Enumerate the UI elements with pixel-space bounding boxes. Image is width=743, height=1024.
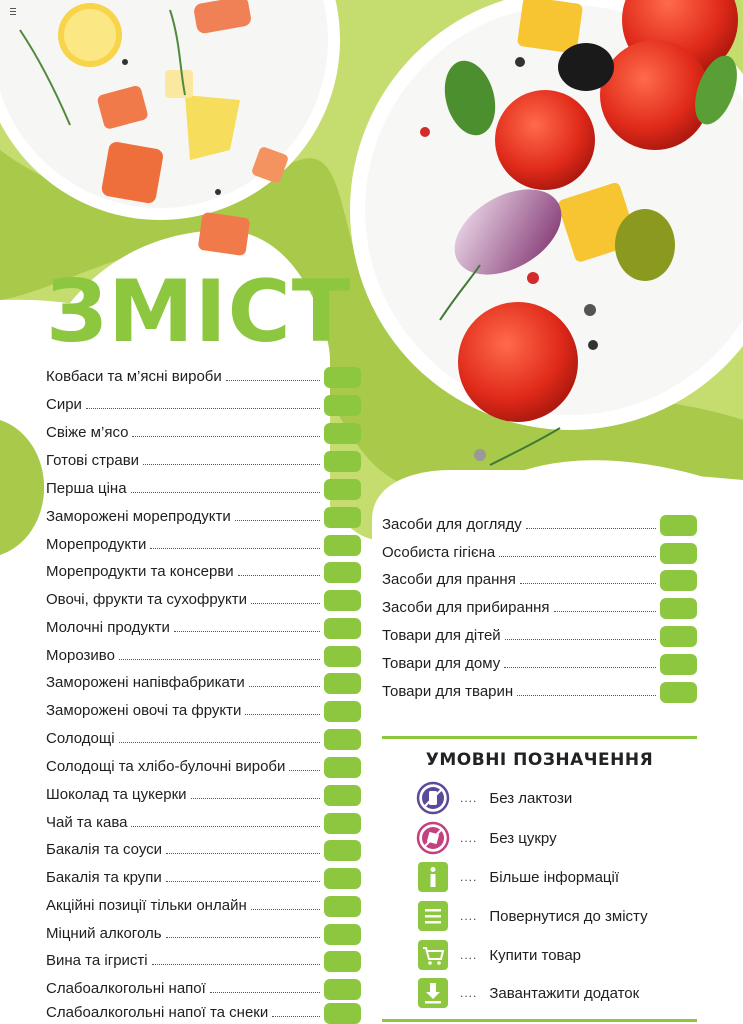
toc-item-label: Товари для дітей — [382, 627, 501, 644]
toc-page-button[interactable] — [324, 395, 361, 416]
toc-leader-dots — [86, 408, 320, 409]
toc-item[interactable] — [46, 893, 361, 917]
legend-label: Більше інформації — [489, 868, 620, 886]
toc-leader-dots — [131, 826, 320, 827]
toc-leader-dots — [554, 611, 656, 612]
toc-leader-dots — [517, 695, 656, 696]
toc-leader-dots — [150, 548, 320, 549]
toc-item[interactable] — [46, 504, 361, 528]
toc-leader-dots — [251, 603, 320, 604]
toc-item-label: Сири — [46, 396, 82, 413]
legend-dots: .... — [460, 948, 478, 962]
toc-item[interactable] — [46, 976, 361, 1000]
toc-item[interactable] — [46, 782, 361, 806]
toc-item-label: Чай та кава — [46, 814, 128, 831]
legend-item-back-to-contents — [416, 898, 648, 934]
toc-page-button[interactable] — [324, 785, 361, 806]
toc-item[interactable] — [382, 567, 697, 591]
toc-page-button[interactable] — [324, 367, 361, 388]
toc-item[interactable] — [382, 623, 697, 647]
toc-item-label: Перша ціна — [46, 480, 127, 497]
toc-item-label: Солодощі та хлібо-булочні вироби — [46, 758, 286, 775]
legend-dots: .... — [460, 831, 478, 845]
toc-item[interactable] — [46, 810, 361, 834]
legend-item-info — [416, 859, 619, 895]
toc-leader-dots — [235, 520, 320, 521]
toc-leader-dots — [166, 881, 320, 882]
toc-page-button[interactable] — [660, 543, 697, 564]
toc-item[interactable] — [46, 615, 361, 639]
toc-leader-dots — [249, 686, 320, 687]
toc-leader-dots — [226, 380, 320, 381]
toc-page-button[interactable] — [324, 535, 361, 556]
toc-item[interactable] — [46, 643, 361, 667]
toc-leader-dots — [119, 742, 320, 743]
legend-item-sugar-free — [416, 820, 557, 856]
toc-leader-dots — [166, 853, 320, 854]
toc-leader-dots — [174, 631, 320, 632]
toc-leader-dots — [210, 992, 320, 993]
legend-dots: .... — [460, 791, 478, 805]
toc-page-button[interactable] — [324, 590, 361, 611]
toc-page-button[interactable] — [324, 646, 361, 667]
toc-leader-dots — [166, 937, 320, 938]
toc-item[interactable] — [46, 476, 361, 500]
toc-item-label: Заморожені морепродукти — [46, 508, 231, 525]
legend-divider-bottom — [382, 1019, 697, 1022]
toc-leader-dots — [505, 639, 656, 640]
page-title: ЗМІСТ — [46, 262, 352, 362]
toc-page-button[interactable] — [324, 813, 361, 834]
toc-item[interactable] — [46, 1000, 361, 1024]
toc-item-label: Бакалія та крупи — [46, 869, 162, 886]
toc-leader-dots — [245, 714, 320, 715]
toc-leader-dots — [191, 798, 320, 799]
toc-item[interactable] — [46, 364, 361, 388]
toc-item-label: Міцний алкоголь — [46, 925, 162, 942]
toc-item-label: Вина та ігристі — [46, 952, 148, 969]
menu-list-icon — [416, 899, 450, 933]
toc-leader-dots — [504, 667, 656, 668]
legend-title: УМОВНІ ПОЗНАЧЕННЯ — [425, 750, 654, 770]
toc-leader-dots — [143, 464, 320, 465]
toc-item-label: Особиста гігієна — [382, 544, 496, 561]
toc-leader-dots — [152, 964, 320, 965]
toc-item-label: Акційні позиції тільки онлайн — [46, 897, 247, 914]
toc-item[interactable] — [46, 559, 361, 583]
toc-item-label: Засоби для прання — [382, 571, 516, 588]
toc-item-label: Засоби для прибирання — [382, 599, 550, 616]
toc-item-label: Слабоалкогольні напої — [46, 980, 206, 997]
toc-leader-dots — [499, 556, 656, 557]
toc-item[interactable] — [46, 670, 361, 694]
toc-item-label: Ковбаси та м’ясні вироби — [46, 368, 222, 385]
toc-item[interactable] — [46, 754, 361, 778]
toc-page-button[interactable] — [324, 618, 361, 639]
toc-page-button[interactable] — [660, 682, 697, 703]
toc-page-button[interactable] — [324, 507, 361, 528]
toc-page-button[interactable] — [324, 979, 361, 1000]
toc-item-label: Заморожені овочі та фрукти — [46, 702, 242, 719]
legend-label: Завантажити додаток — [489, 984, 640, 1002]
legend-label: Без цукру — [489, 829, 557, 847]
toc-leader-dots — [272, 1016, 320, 1017]
toc-item[interactable] — [46, 532, 361, 556]
toc-item-label: Товари для тварин — [382, 683, 514, 700]
toc-item-label: Овочі, фрукти та сухофрукти — [46, 591, 248, 608]
toc-item[interactable] — [46, 726, 361, 750]
toc-leader-dots — [119, 659, 320, 660]
toc-page-button[interactable] — [324, 951, 361, 972]
toc-item-label: Бакалія та соуси — [46, 841, 163, 858]
toc-page-button[interactable] — [324, 423, 361, 444]
toc-item-label: Слабоалкогольні напої та снеки — [46, 1004, 269, 1021]
legend-dots: .... — [460, 909, 478, 923]
download-icon — [416, 976, 450, 1010]
toc-item-label: Морепродукти та консерви — [46, 563, 234, 580]
legend-item-buy — [416, 937, 581, 973]
toc-page-button[interactable] — [324, 868, 361, 889]
toc-item-label: Молочні продукти — [46, 619, 170, 636]
menu-icon[interactable] — [10, 8, 18, 16]
toc-item-label: Морепродукти — [46, 536, 147, 553]
toc-page-button[interactable] — [324, 701, 361, 722]
legend-item-download-app — [416, 975, 639, 1011]
toc-item[interactable] — [46, 865, 361, 889]
toc-item-label: Солодощі — [46, 730, 115, 747]
toc-page-button[interactable] — [324, 673, 361, 694]
toc-item[interactable] — [382, 512, 697, 536]
toc-leader-dots — [238, 575, 320, 576]
legend-label: Повернутися до змісту — [489, 907, 648, 925]
toc-page-button[interactable] — [660, 598, 697, 619]
toc-item-label: Шоколад та цукерки — [46, 786, 187, 803]
legend-item-lactose-free — [416, 780, 572, 816]
toc-item[interactable] — [382, 540, 697, 564]
toc-item[interactable] — [46, 921, 361, 945]
toc-item[interactable] — [46, 948, 361, 972]
toc-page-button[interactable] — [324, 840, 361, 861]
toc-page-button[interactable] — [324, 1003, 361, 1024]
toc-page-button[interactable] — [660, 654, 697, 675]
lactose-free-icon — [416, 781, 450, 815]
toc-page-button[interactable] — [324, 479, 361, 500]
legend-label: Купити товар — [489, 946, 582, 964]
legend-dots: .... — [460, 986, 478, 1000]
info-icon — [416, 860, 450, 894]
legend-label: Без лактози — [489, 789, 573, 807]
toc-page-button[interactable] — [660, 626, 697, 647]
toc-item[interactable] — [382, 679, 697, 703]
legend-dots: .... — [460, 870, 478, 884]
toc-page-button[interactable] — [660, 570, 697, 591]
toc-leader-dots — [526, 528, 656, 529]
toc-item-label: Готові страви — [46, 452, 140, 469]
toc-item[interactable] — [382, 595, 697, 619]
toc-leader-dots — [289, 770, 320, 771]
toc-item-label: Заморожені напівфабрикати — [46, 674, 245, 691]
cart-icon — [416, 938, 450, 972]
toc-item[interactable] — [382, 651, 697, 675]
sugar-free-icon — [416, 821, 450, 855]
toc-item-label: Морозиво — [46, 647, 115, 664]
toc-page-button[interactable] — [324, 451, 361, 472]
toc-leader-dots — [251, 909, 320, 910]
toc-page-button[interactable] — [324, 729, 361, 750]
toc-item[interactable] — [46, 698, 361, 722]
toc-item[interactable] — [46, 420, 361, 444]
toc-page-button[interactable] — [324, 896, 361, 917]
toc-page-button[interactable] — [324, 562, 361, 583]
toc-item[interactable] — [46, 448, 361, 472]
toc-leader-dots — [131, 492, 320, 493]
toc-leader-dots — [520, 583, 656, 584]
toc-item[interactable] — [46, 587, 361, 611]
toc-page-button[interactable] — [324, 757, 361, 778]
toc-leader-dots — [132, 436, 320, 437]
toc-item[interactable] — [46, 837, 361, 861]
toc-item-label: Свіже м’ясо — [46, 424, 129, 441]
legend-divider-top — [382, 736, 697, 739]
toc-page-button[interactable] — [660, 515, 697, 536]
toc-item-label: Товари для дому — [382, 655, 501, 672]
toc-item-label: Засоби для догляду — [382, 516, 522, 533]
toc-page-button[interactable] — [324, 924, 361, 945]
toc-item[interactable] — [46, 392, 361, 416]
